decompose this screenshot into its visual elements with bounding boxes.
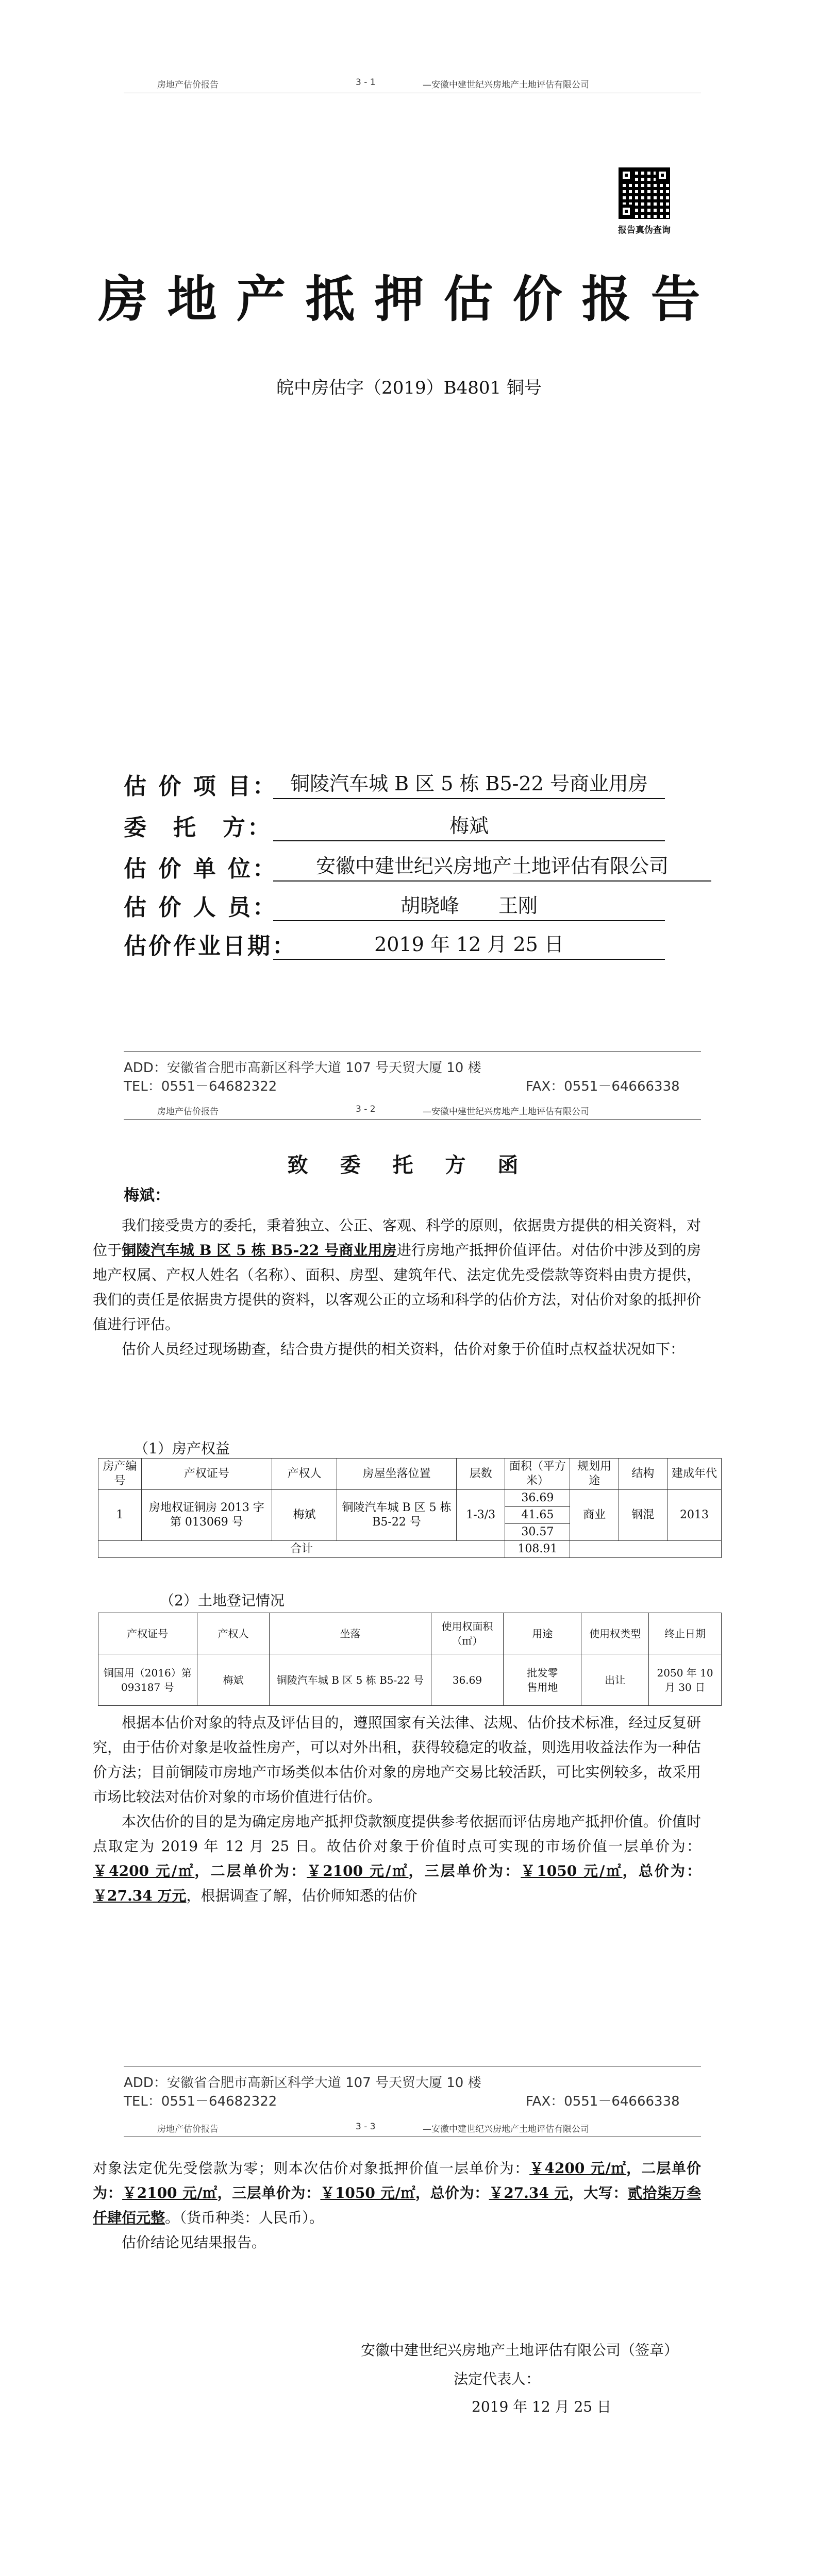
property-table xyxy=(98,1458,722,1558)
qr-code-icon[interactable] xyxy=(619,167,670,219)
p5-label-words: ，大写： xyxy=(569,2184,628,2201)
p6-text: 估价结论见结果报告。 xyxy=(122,2234,266,2251)
p4-text-rest: ，根据调查了解，估价师知悉的估价 xyxy=(186,1887,418,1904)
table-header-row xyxy=(98,1459,722,1490)
cell-no: 1 xyxy=(98,1490,142,1541)
p4-label-2: ，二层单价为： xyxy=(194,1862,307,1879)
field-value-appraisers: 胡晓峰 王刚 xyxy=(273,890,665,921)
mortgage-price-floor-3: ￥1050 元/㎡ xyxy=(320,2184,415,2201)
field-value-org: 安徽中建世纪兴房地产土地评估有限公司 xyxy=(273,850,711,882)
p5-text: 对象法定优先受偿款为零；则本次估价对象抵押价值一层单价为： xyxy=(93,2160,530,2177)
cell-loc: 铜陵汽车城 B 区 5 栋 B5-22 号 xyxy=(270,1654,431,1706)
p1-text-rest: 进行房地产抵押价值评估。对估价中涉及到的房地产权属、产权人姓名（名称）、面积、房型、建筑年代、法定优先受偿款等资料由贵方提供，我们的责任是依据贵方提供的资料，以客观公正的立场和科学的估价方法，对估价对象的抵押价值进行评估。 xyxy=(93,1242,701,1333)
th-area: 使用权面积（㎡） xyxy=(431,1613,504,1654)
th-struct: 结构 xyxy=(619,1459,667,1490)
cell-type: 出让 xyxy=(581,1654,649,1706)
footer-address: ADD：安徽省合肥市高新区科学大道 107 号天贸大厦 10 楼 xyxy=(124,1060,481,1076)
th-no: 房产编号 xyxy=(98,1459,142,1490)
p5-text-rest: 。（货币种类：人民币）。 xyxy=(165,2209,324,2226)
cell-end xyxy=(649,1654,722,1706)
cell-loc: 铜陵汽车城 B 区 5 栋 B5-22 号 xyxy=(337,1490,457,1541)
end-line-1: 2050 年 10 xyxy=(657,1666,713,1679)
th-area: 面积（平方米） xyxy=(505,1459,570,1490)
table-row xyxy=(98,1654,722,1706)
page-header-number: 3 - 1 xyxy=(356,77,376,88)
mortgage-total: ￥27.34 元 xyxy=(489,2184,569,2201)
p5-label-2: ，二层单价为： xyxy=(93,2160,701,2201)
use-line-2: 售用地 xyxy=(527,1681,558,1693)
report-title: 房地产抵押估价报告 xyxy=(98,270,720,328)
th-owner: 产权人 xyxy=(272,1459,337,1490)
page-header-number: 3 - 3 xyxy=(356,2122,376,2132)
field-value-project: 铜陵汽车城 B 区 5 栋 B5-22 号商业用房 xyxy=(273,768,665,799)
mortgage-total-words: 贰拾柒万叁仟肆佰元整 xyxy=(93,2184,701,2226)
page-header-number: 3 - 2 xyxy=(356,1104,376,1114)
mortgage-price-floor-1: ￥4200 元/㎡ xyxy=(529,2160,627,2177)
field-label-org: 估 价 单 位： xyxy=(124,856,277,882)
use-line-1: 批发零 xyxy=(527,1666,558,1679)
sign-company: 安徽中建世纪兴房地产土地评估有限公司（签章） xyxy=(361,2342,679,2359)
table-row xyxy=(98,1490,722,1507)
price-total: ￥27.34 万元 xyxy=(93,1887,187,1904)
qr-caption: 报告真伪查询 xyxy=(618,225,671,235)
th-use: 用途 xyxy=(504,1613,581,1654)
mortgage-price-floor-2: ￥2100 元/㎡ xyxy=(122,2184,218,2201)
th-owner: 产权人 xyxy=(197,1613,270,1654)
p2-text: 估价人员经过现场勘查，结合贵方提供的相关资料，估价对象于价值时点权益状况如下： xyxy=(122,1341,685,1358)
qr-corner xyxy=(656,168,669,182)
page-header-title: 房地产估价报告 xyxy=(157,80,219,90)
p5-label-total: ，总价为： xyxy=(415,2184,489,2201)
field-label-date: 估价作业日期： xyxy=(124,933,297,959)
sign-representative: 法定代表人： xyxy=(454,2370,541,2387)
p4-label-3: ，三层单价为： xyxy=(408,1862,521,1879)
property-name: 铜陵汽车城 B 区 5 栋 B5-22 号商业用房 xyxy=(122,1242,397,1259)
cell-struct: 钢混 xyxy=(619,1490,667,1541)
cell-cert: 铜国用（2016）第 093187 号 xyxy=(98,1654,197,1706)
th-end: 终止日期 xyxy=(649,1613,722,1654)
page-header-title: 房地产估价报告 xyxy=(157,2124,219,2134)
p4-label-total: ，总价为： xyxy=(622,1862,701,1879)
cell-cert: 房地权证铜房 2013 字第 013069 号 xyxy=(141,1490,272,1541)
th-year: 建成年代 xyxy=(667,1459,722,1490)
cell-owner: 梅斌 xyxy=(272,1490,337,1541)
total-label: 合计 xyxy=(98,1541,505,1558)
footer-tel: TEL：0551－64682322 xyxy=(124,2094,277,2109)
field-value-client: 梅斌 xyxy=(273,810,665,841)
qr-corner xyxy=(620,168,633,182)
price-floor-1: ￥4200 元/㎡ xyxy=(93,1862,195,1879)
section-1-heading: （1）房产权益 xyxy=(134,1440,230,1457)
cell-use xyxy=(504,1654,581,1706)
field-value-date: 2019 年 12 月 25 日 xyxy=(273,928,665,960)
field-label-project: 估 价 项 目： xyxy=(124,773,277,800)
th-type: 使用权类型 xyxy=(581,1613,649,1654)
total-area: 108.91 xyxy=(505,1541,570,1558)
salutation: 梅斌： xyxy=(124,1187,170,1205)
cell-area: 41.65 xyxy=(505,1507,570,1524)
cell-area: 36.69 xyxy=(431,1654,504,1706)
letter-body-2 xyxy=(93,1710,701,1908)
page-header-company: —安徽中建世纪兴房地产土地评估有限公司 xyxy=(423,1107,589,1117)
p1-text: 我们接受贵方的委托，秉着独立、公正、客观、科学的原则，依据贵方提供的相关资料，对位于 xyxy=(93,1217,701,1259)
price-floor-3: ￥1050 元/㎡ xyxy=(521,1862,623,1879)
th-loc: 房屋坐落位置 xyxy=(337,1459,457,1490)
page-header-company: —安徽中建世纪兴房地产土地评估有限公司 xyxy=(423,2124,589,2134)
p5-label-3: ，三层单价为： xyxy=(217,2184,321,2201)
footer-tel: TEL：0551－64682322 xyxy=(124,1079,277,1094)
header-rule xyxy=(124,1119,701,1120)
footer-rule xyxy=(124,1051,701,1052)
section-2-heading: （2）土地登记情况 xyxy=(160,1592,285,1609)
page-header-company: —安徽中建世纪兴房地产土地评估有限公司 xyxy=(423,80,589,90)
land-table xyxy=(98,1613,722,1706)
table-header-row xyxy=(98,1613,722,1654)
letter-body-1 xyxy=(93,1213,701,1362)
field-label-appraisers: 估 价 人 员： xyxy=(124,894,277,921)
letter-body-3 xyxy=(93,2156,701,2255)
p3-text: 根据本估价对象的特点及评估目的，遵照国家有关法律、法规、估价技术标准，经过反复研究，由于估价对象是收益性房产，可以对外出租，获得较稳定的收益，则选用收益法作为一种估价方法；目前铜陵市房地产市场类似本估价对象的房地产交易比较活跃，可比实例较多，故采用市场比较法对估价对象的市场价值进行估价。 xyxy=(93,1714,701,1805)
end-line-2: 月 30 日 xyxy=(664,1681,706,1693)
th-use: 规划用途 xyxy=(570,1459,619,1490)
qr-corner xyxy=(620,205,633,218)
th-cert: 产权证号 xyxy=(98,1613,197,1654)
empty-cell xyxy=(570,1541,722,1558)
cell-year: 2013 xyxy=(667,1490,722,1541)
footer-address: ADD：安徽省合肥市高新区科学大道 107 号天贸大厦 10 楼 xyxy=(124,2075,481,2091)
sign-date: 2019 年 12 月 25 日 xyxy=(472,2398,612,2415)
th-cert: 产权证号 xyxy=(141,1459,272,1490)
footer-fax: FAX：0551－64666338 xyxy=(526,1079,680,1094)
price-floor-2: ￥2100 元/㎡ xyxy=(307,1862,409,1879)
th-loc: 坐落 xyxy=(270,1613,431,1654)
cell-use: 商业 xyxy=(570,1490,619,1541)
footer-fax: FAX：0551－64666338 xyxy=(526,2094,680,2109)
th-floors: 层数 xyxy=(457,1459,505,1490)
letter-title: 致 委 托 方 函 xyxy=(287,1153,531,1177)
cell-area: 36.69 xyxy=(505,1490,570,1507)
doc-number: 皖中房估字（2019）B4801 铜号 xyxy=(276,378,542,398)
cell-owner: 梅斌 xyxy=(197,1654,270,1706)
cell-floors: 1-3/3 xyxy=(457,1490,505,1541)
table-total-row xyxy=(98,1541,722,1558)
cell-area: 30.57 xyxy=(505,1524,570,1541)
field-label-client: 委 托 方： xyxy=(124,815,272,841)
page-header-title: 房地产估价报告 xyxy=(157,1107,219,1117)
p4-text: 本次估价的目的是为确定房地产抵押贷款额度提供参考依据而评估房地产抵押价值。价值时点取定为 2019 年 12 月 25 日。故估价对象于价值时点可实现的市场价值一层单价为： xyxy=(93,1813,701,1855)
